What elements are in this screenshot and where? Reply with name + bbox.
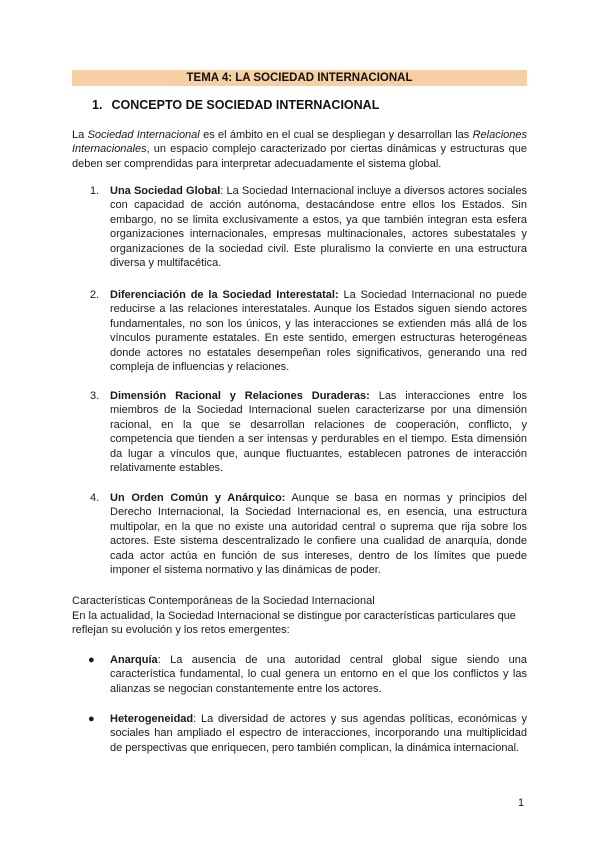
page-number: 1: [518, 797, 525, 809]
bullet-term: Anarquía: [110, 654, 158, 666]
list-item-body: [110, 288, 527, 374]
intro-text: , un espacio complejo caracterizado por ciertas dinámicas y estructuras que deben ser comprendidas para interpretar adecuadamente el sistema global.: [72, 143, 527, 170]
list-item-term: Dimensión Racional y Relaciones Duraderas:: [110, 390, 370, 402]
section-title: CONCEPTO DE SOCIEDAD INTERNACIONAL: [111, 98, 380, 112]
list-item-text: Las interacciones entre los miembros de la Sociedad Internacional suelen caracterizarse por una dimensión racional, en la que se desarrollan relaciones de cooperación, conflicto, y competencia que tienden a ser intensas y perdurables en el tiempo. Esta dimensión da lugar a vínculos que, aunque fluctuantes, establecen patrones de interacción relativamente estables.: [110, 390, 527, 475]
bullet-icon: ●: [88, 654, 95, 666]
intro-emphasis: Sociedad Internacional: [87, 129, 200, 141]
contemporary-heading: Características Contemporáneas de la Sociedad Internacional: [72, 595, 375, 607]
list-item-term: Un Orden Común y Anárquico:: [110, 492, 286, 504]
list-item-text: : La Sociedad Internacional incluye a diversos actores sociales con capacidad de acción autónoma, destacándose entre ellos los Estados. Sin embargo, no se limita exclusivamente a estos, ya que también integran esta esfera organizaciones internacionales, empresas multinacionales, actores subestatales y organizaciones de la sociedad civil. Este pluralismo la convierte en una estructura diversa y multifacética.: [110, 185, 527, 270]
intro-emphasis: Relaciones Internacionales: [72, 129, 528, 156]
list-item-term: Diferenciación de la Sociedad Interestatal:: [110, 289, 339, 301]
intro-text: La: [72, 129, 88, 141]
list-item-text: La Sociedad Internacional no puede reducirse a las relaciones interestatales. Aunque los Estados siguen siendo actores fundamentales, no son los únicos, y las interacciones se extienden más allá de los vínculos puramente estatales. En este sentido, emergen estructuras heterogéneas donde actores no estatales desempeñan roles significativos, generando una red compleja de influencias y relaciones.: [110, 289, 528, 374]
list-item-term: Una Sociedad Global: [110, 185, 221, 197]
list-item-body: [110, 184, 527, 270]
bullet-text: : La ausencia de una autoridad central global sigue siendo una característica fundamental, lo cual genera un entorno en el que los conflictos y las alianzas se negocian constantemente entre los actores.: [110, 654, 527, 695]
bullet-icon: ●: [88, 713, 95, 725]
intro-paragraph: [72, 128, 527, 171]
bullet-body: [110, 653, 527, 696]
list-item-body: [110, 389, 527, 475]
bullet-term: Heterogeneidad: [110, 713, 194, 725]
intro-text: es el ámbito en el cual se despliegan y desarrollan las: [199, 129, 473, 141]
list-item-number: 4.: [90, 492, 100, 504]
list-item-text: Aunque se basa en normas y principios del Derecho Internacional, la Sociedad Internacional es, en esencia, una estructura multipolar, en la que no existe una autoridad central o suprema que rija sobre los actores. Este sistema descentralizado le confiere una cualidad de anarquía, donde cada actor actúa en función de sus intereses, dentro de los límites que puede imponer el sistema normativo y las dinámicas de poder.: [110, 492, 527, 577]
bullet-body: [110, 712, 527, 755]
list-item-number: 3.: [90, 390, 100, 402]
list-item-body: [110, 491, 527, 577]
list-item-number: 2.: [90, 289, 100, 301]
list-item-number: 1.: [90, 185, 100, 197]
contemporary-paragraph: En la actualidad, la Sociedad Internacional se distingue por características particulares que reflejan su evolución y los retos emergentes:: [72, 610, 516, 637]
section-heading: [92, 98, 379, 112]
section-number: 1.: [92, 98, 103, 112]
document-title: TEMA 4: LA SOCIEDAD INTERNACIONAL: [72, 70, 527, 86]
bullet-text: : La diversidad de actores y sus agendas políticas, económicas y sociales han ampliado el espectro de interacciones, incorporando una multiplicidad de perspectivas que enriquecen, pero también complican, la dinámica internacional.: [110, 713, 527, 754]
